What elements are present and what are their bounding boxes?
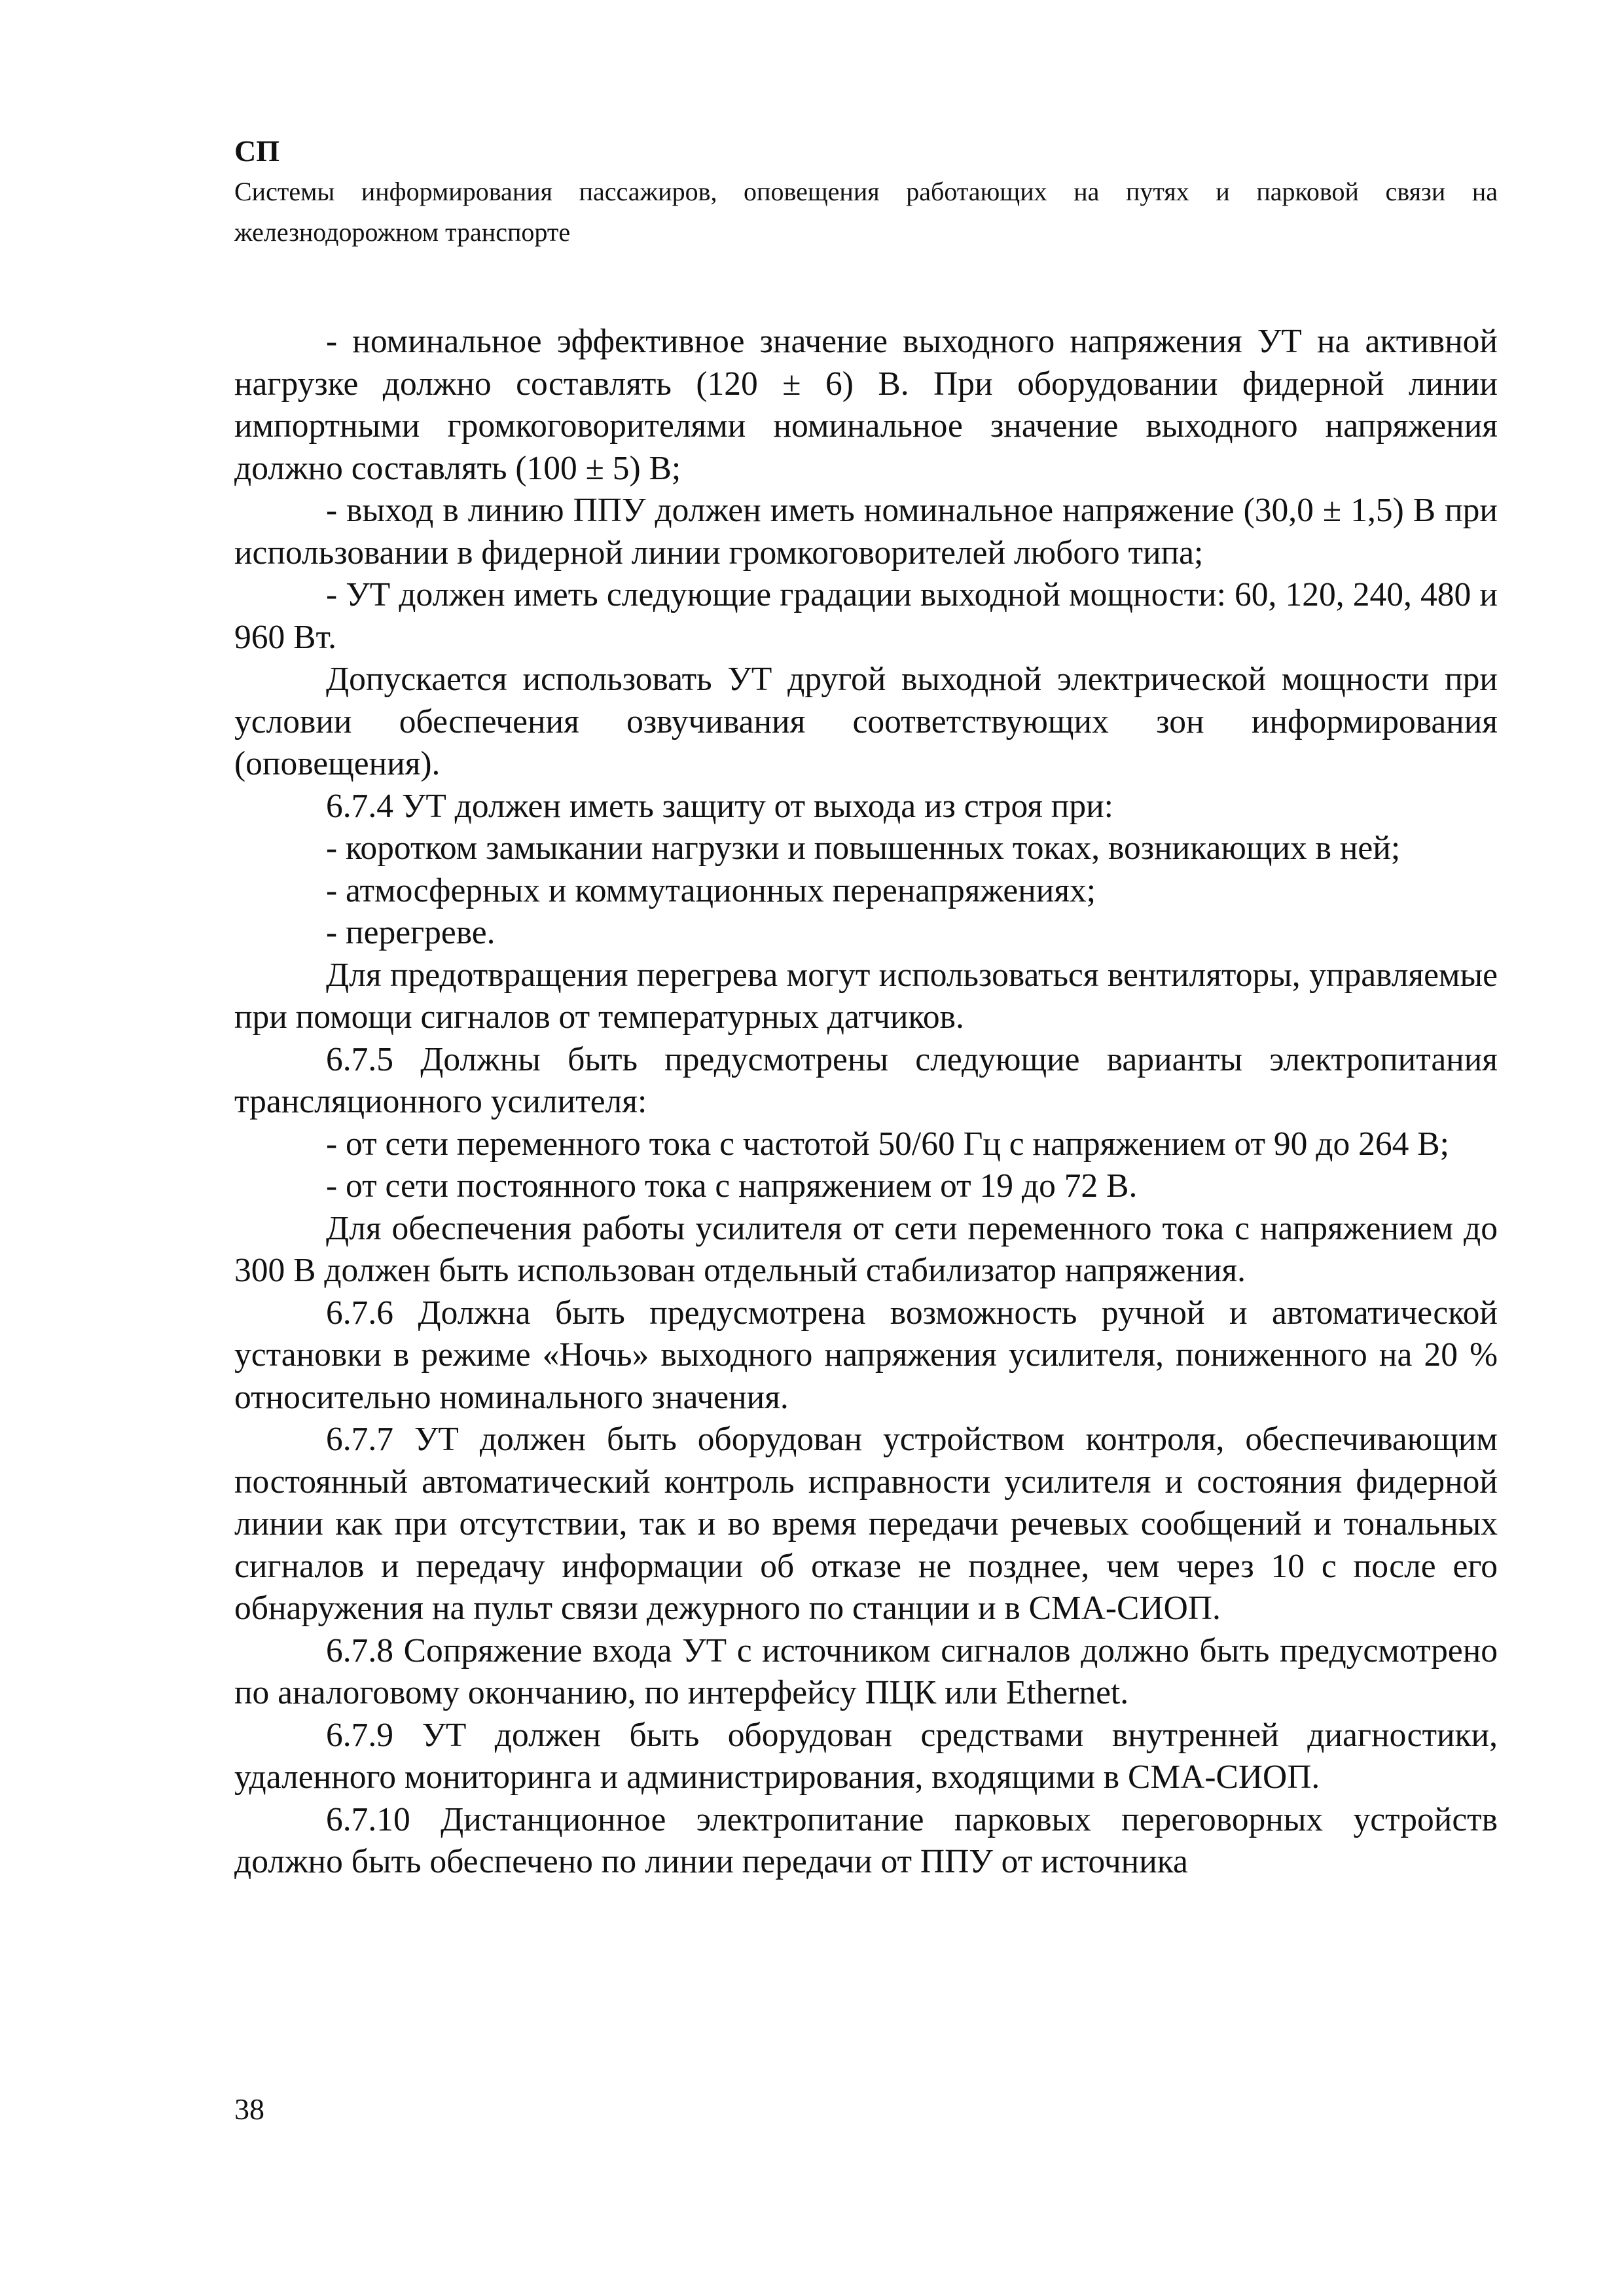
paragraph: - перегреве.	[326, 914, 496, 951]
paragraph: - от сети переменного тока с частотой 50/60 Гц с напряжением от 90 до 264 В;	[326, 1125, 1449, 1163]
paragraph: 6.7.9 УТ должен быть оборудован средствами внутренней диагностики, удаленного мониторинга и администрирования, входящими в СМА-СИОП.	[234, 1716, 1498, 1796]
document-code: СП	[234, 134, 280, 168]
paragraph: - атмосферных и коммутационных перенапряжениях;	[326, 871, 1096, 909]
paragraph: - номинальное эффективное значение выходного напряжения УТ на активной нагрузке должно составлять (120 ± 6) В. При оборудовании фидерной линии импортными громкоговорителями номинальное значение выходного напряжения должно составлять (100 ± 5) В;	[234, 323, 1498, 487]
paragraph: 6.7.4 УТ должен иметь защиту от выхода из строя при:	[326, 787, 1113, 825]
paragraph: 6.7.5 Должны быть предусмотрены следующие варианты электропитания трансляционного усилителя:	[234, 1040, 1498, 1120]
document-title: Системы информирования пассажиров, оповещения работающих на путях и парковой связи на железнодорожном транспорте	[234, 177, 1498, 247]
page-number: 38	[234, 2092, 264, 2126]
paragraph: - выход в линию ППУ должен иметь номинальное напряжение (30,0 ± 1,5) В при использовании в фидерной линии громкоговорителей любого типа;	[234, 492, 1498, 572]
paragraph: Для обеспечения работы усилителя от сети переменного тока с напряжением до 300 В должен быть использован отдельный стабилизатор напряжения.	[234, 1209, 1498, 1289]
paragraph: 6.7.7 УТ должен быть оборудован устройством контроля, обеспечивающим постоянный автоматический контроль исправности усилителя и состояния фидерной линии как при отсутствии, так и во время передачи речевых сообщений и тональных сигналов и передачу информации об отказе не позднее, чем через 10 с после его обнаружения на пульт связи дежурного по станции и в СМА-СИОП.	[234, 1421, 1498, 1627]
paragraph: - УТ должен иметь следующие градации выходной мощности: 60, 120, 240, 480 и 960 Вт.	[234, 576, 1498, 656]
paragraph: Допускается использовать УТ другой выходной электрической мощности при условии обеспечения озвучивания соответствующих зон информирования (оповещения).	[234, 661, 1498, 782]
paragraph: 6.7.8 Сопряжение входа УТ с источником сигналов должно быть предусмотрено по аналоговому окончанию, по интерфейсу ПЦК или Ethernet.	[234, 1631, 1498, 1711]
body-text	[234, 321, 1498, 1884]
paragraph: - от сети постоянного тока с напряжением от 19 до 72 В.	[326, 1167, 1138, 1205]
paragraph: 6.7.10 Дистанционное электропитание парковых переговорных устройств должно быть обеспечено по линии передачи от ППУ от источника	[234, 1800, 1498, 1880]
running-header	[234, 131, 1498, 253]
paragraph: 6.7.6 Должна быть предусмотрена возможность ручной и автоматической установки в режиме «Ночь» выходного напряжения усилителя, пониженного на 20 % относительно номинального значения.	[234, 1294, 1498, 1416]
paragraph: - коротком замыкании нагрузки и повышенных токах, возникающих в ней;	[326, 829, 1401, 867]
paragraph: Для предотвращения перегрева могут использоваться вентиляторы, управляемые при помощи сигналов от температурных датчиков.	[234, 956, 1498, 1036]
